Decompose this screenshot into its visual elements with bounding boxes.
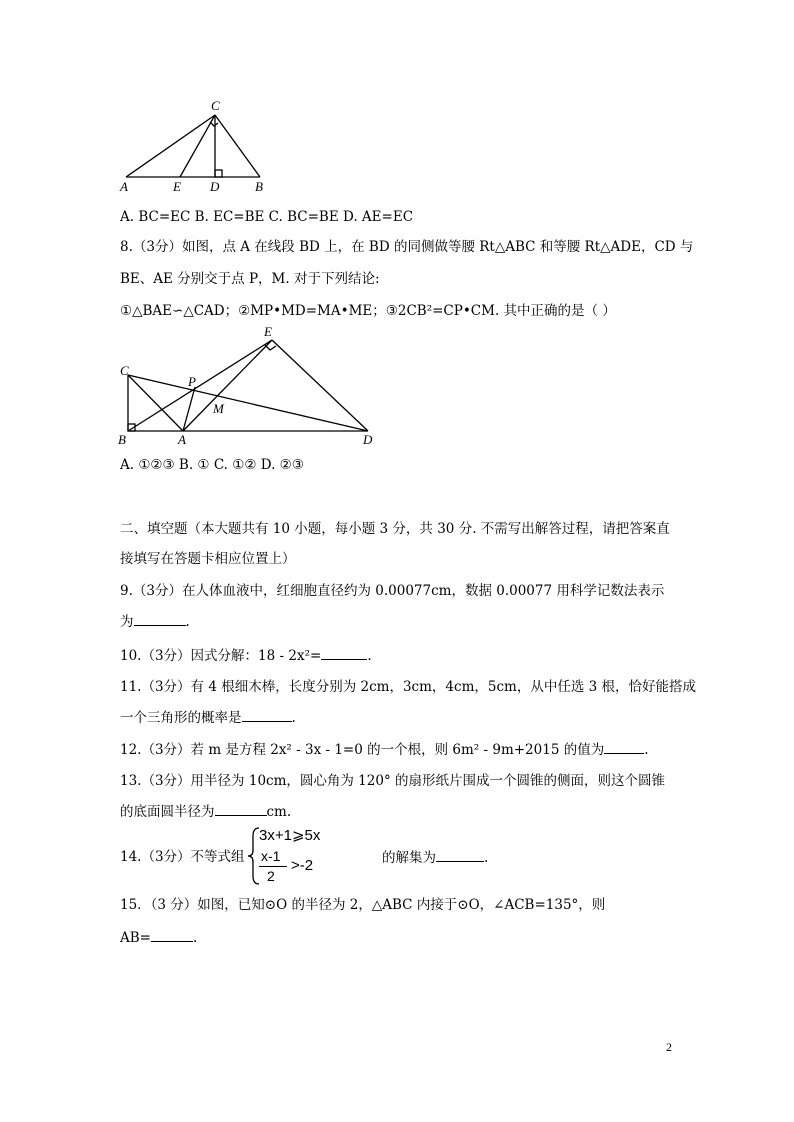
label-a: A: [178, 432, 186, 447]
label-m: M: [213, 401, 224, 416]
inequality-2-numerator: x-1: [261, 848, 281, 864]
label-p: P: [188, 374, 196, 389]
q13-line2: [120, 802, 291, 821]
q8-line2: BE、AE 分别交于点 P，M. 对于下列结论:: [120, 271, 380, 287]
q13-line2-suffix: cm.: [266, 804, 292, 820]
q15-line2-prefix: AB=: [120, 930, 151, 946]
label-d: D: [210, 179, 220, 194]
label-c: C: [120, 363, 129, 378]
label-d: D: [363, 432, 373, 447]
q15-line1: 15．（3 分）如图，已知⊙O 的半径为 2，△ABC 内接于⊙O，∠ACB=135°，则: [120, 897, 606, 913]
figure-two-isosceles-right-triangles: [110, 325, 390, 450]
q7-options: A. BC=EC B. EC=BE C. BC=BE D. AE=EC: [120, 209, 414, 225]
q11-line2-prefix: 一个三角形的概率是: [120, 710, 242, 726]
q9-line2: [120, 612, 190, 631]
q9-line2-suffix: .: [185, 614, 190, 630]
section2-line2: 接填写在答题卡相应位置上）: [120, 551, 296, 567]
q8-line1: 8.（3分）如图，点 A 在线段 BD 上，在 BD 的同侧做等腰 Rt△ABC 和等腰 Rt△ADE，CD 与: [120, 239, 694, 255]
q11-line1: 11.（3分）有 4 根细木棒，长度分别为 2cm，3cm，4cm，5cm，从中任选 3 根，恰好能搭成: [120, 679, 696, 695]
q8-line3: ①△BAE∽△CAD；②MP•MD=MA•ME；③2CB²=CP•CM. 其中正确的是（ ）: [120, 303, 616, 319]
q13-line2-prefix: 的底面圆半径为: [120, 804, 215, 820]
q15-line2: [120, 928, 197, 947]
q15-answer-blank[interactable]: [151, 928, 193, 942]
q8-options: A. ①②③ B. ① C. ①② D. ②③: [120, 457, 304, 473]
label-b: B: [118, 432, 126, 447]
q11-line2-suffix: .: [291, 710, 296, 726]
q14-suffix: 的解集为: [382, 850, 436, 866]
q9-line1: 9.（3分）在人体血液中，红细胞直径约为 0.00077cm，数据 0.00077 用科学记数法表示: [120, 583, 665, 599]
inequality-2-rhs: >-2: [291, 857, 314, 874]
figure-triangle-abc: [110, 95, 280, 195]
q14-answer-blank[interactable]: [436, 848, 484, 862]
q10-prefix: 10.（3分）因式分解：18 - 2x²=: [120, 648, 322, 664]
q14-end: .: [484, 850, 489, 866]
label-a: A: [120, 179, 128, 194]
label-e: E: [173, 179, 181, 194]
q12-line: [120, 740, 649, 759]
label-e: E: [264, 325, 272, 339]
q10-line: [120, 646, 372, 665]
q10-suffix: .: [367, 648, 372, 664]
q14-prefix: 14.（3分）不等式组: [120, 849, 245, 865]
q15-line2-suffix: .: [192, 930, 198, 946]
fraction-bar: [259, 866, 287, 867]
q13-answer-blank[interactable]: [215, 802, 267, 816]
q11-line2: [120, 708, 296, 727]
q9-line2-prefix: 为: [120, 614, 134, 630]
inequality-1: 3x+1⩾5x: [259, 827, 321, 844]
section2-line1: 二、填空题（本大题共有 10 小题，每小题 3 分，共 30 分. 不需写出解答过程，请把答案直: [120, 521, 670, 537]
q12-prefix: 12.（3分）若 m 是方程 2x² - 3x - 1=0 的一个根，则 6m² - 9m+2015 的值为: [120, 742, 605, 758]
inequality-2-denominator: 2: [267, 868, 275, 884]
q14-tail: [382, 848, 488, 867]
q12-suffix: .: [644, 742, 649, 758]
label-c: C: [211, 98, 220, 113]
q9-answer-blank[interactable]: [134, 612, 186, 626]
q13-line1: 13.（3分）用半径为 10cm，圆心角为 120° 的扇形纸片围成一个圆锥的侧面，则这个圆锥: [120, 773, 665, 789]
q11-answer-blank[interactable]: [242, 708, 292, 722]
label-b: B: [255, 179, 263, 194]
page-number: 2: [666, 1040, 672, 1054]
inequality-system: [247, 826, 377, 886]
q12-answer-blank[interactable]: [604, 740, 644, 754]
q10-answer-blank[interactable]: [321, 646, 367, 660]
